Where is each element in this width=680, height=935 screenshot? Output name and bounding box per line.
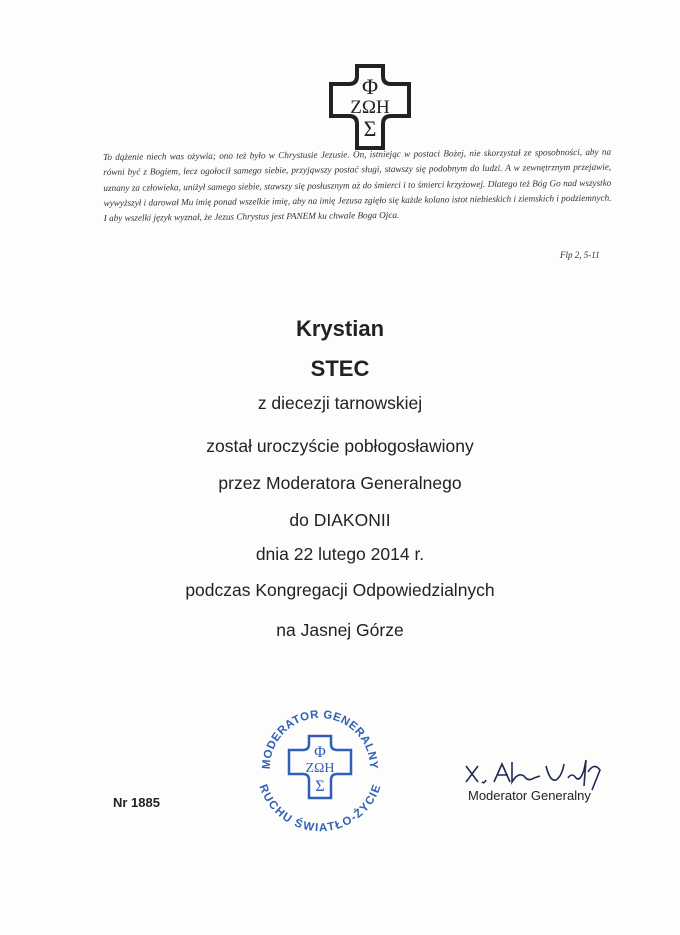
- diakonia-line: do DIAKONII: [289, 510, 391, 530]
- blessing-line: został uroczyście pobłogosławiony: [206, 436, 474, 456]
- moderator-line: przez Moderatora Generalnego: [218, 473, 462, 493]
- svg-text:Φ: Φ: [314, 744, 326, 761]
- stamp-bottom-text: RUCHU ŚWIATŁO-ŻYCIE: [256, 782, 384, 834]
- last-name: STEC: [310, 356, 370, 381]
- official-stamp-icon: [254, 702, 386, 834]
- light-life-emblem-icon: [329, 64, 411, 150]
- certificate-number: Nr 1885: [113, 795, 160, 810]
- handwritten-signature-icon: [460, 752, 620, 792]
- svg-text:ΖΩΗ: ΖΩΗ: [350, 97, 390, 118]
- place-line: na Jasnej Górze: [276, 620, 404, 640]
- svg-text:ΖΩΗ: ΖΩΗ: [305, 761, 335, 776]
- first-name: Krystian: [295, 316, 385, 341]
- signer-title: Moderator Generalny: [468, 788, 591, 803]
- svg-text:Σ: Σ: [315, 778, 325, 795]
- stamp-top-text: MODERATOR GENERALNY: [260, 708, 380, 770]
- scripture-quote: To dążenie niech was ożywia; ono też było w Chrystusie Jezusie. On, istniejąc w postaci Bożej, nie skorzystał ze sposobności, aby na równi być z Bogiem, lecz ogołocił samego siebie, przyjąwszy postać sługi, stawszy się podobnym do ludzi. A w zewnętrznym przejawie, uznany za człowieka, uniżył samego siebie, stawszy się posłusznym aż do śmierci i to śmierci krzyżowej. Dlatego też Bóg Go nad wszystko wywyższył i darował Mu imię ponad wszelkie imię, aby na imię Jezusa zgięło się każde kolano istot niebieskich i ziemskich i podziemnych. I aby wszelki język wyznał, że Jezus Chrystus jest PANEM ku chwale Boga Ojca.: [103, 146, 612, 224]
- svg-text:Φ: Φ: [361, 74, 379, 99]
- scripture-reference: Flp 2, 5-11: [560, 250, 600, 260]
- event-line: podczas Kongregacji Odpowiedzialnych: [185, 580, 495, 600]
- svg-text:Σ: Σ: [363, 116, 377, 141]
- date-line: dnia 22 lutego 2014 r.: [255, 544, 425, 564]
- diocese-line: z diecezji tarnowskiej: [257, 393, 423, 413]
